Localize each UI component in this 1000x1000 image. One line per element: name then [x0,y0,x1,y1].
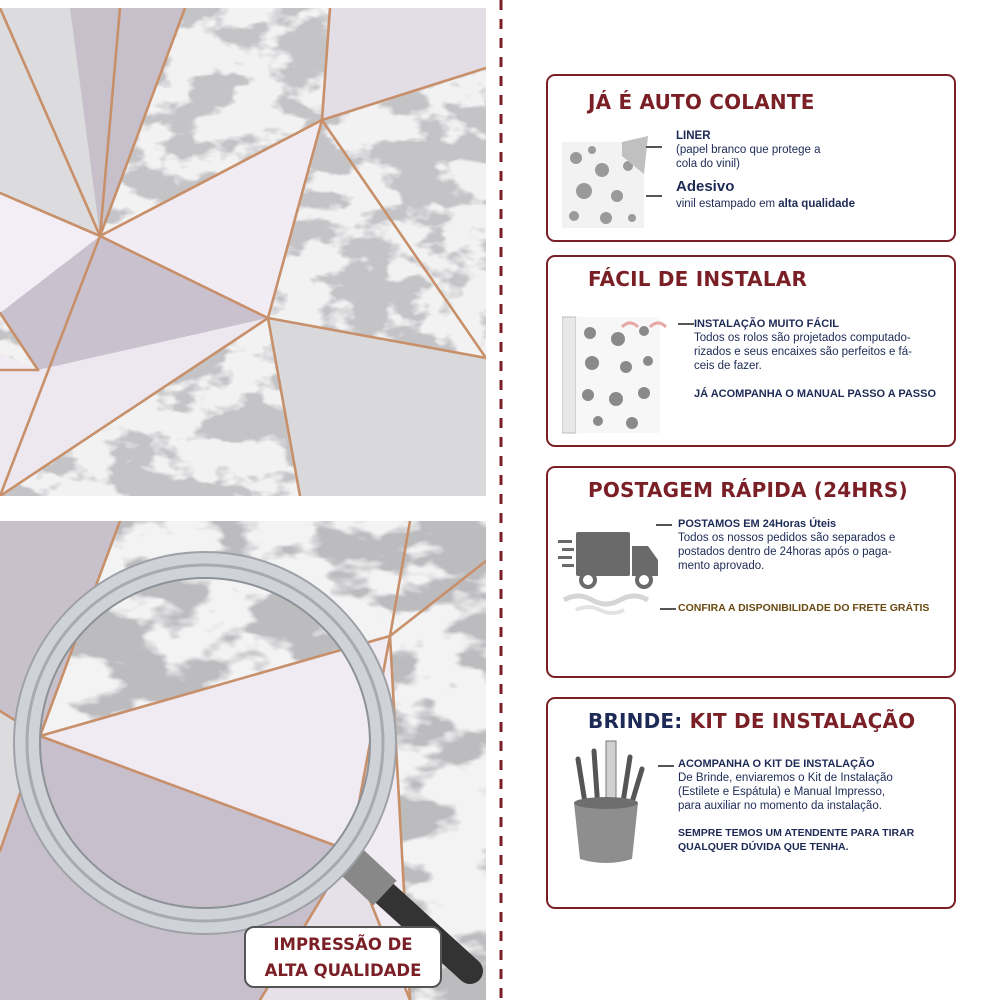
shipping-heading: POSTAMOS EM 24Horas Úteis [678,518,837,530]
print-quality-badge [244,926,442,988]
shipping-line-3: mento aprovado. [678,560,765,572]
pattern-preview-top [0,8,486,496]
card-fast-shipping [546,466,956,678]
card-easy-install [546,255,956,447]
gift-line-1: De Brinde, enviaremos o Kit de Instalação [678,772,893,784]
badge-line-2: ALTA QUALIDADE [264,961,422,980]
geometric-marble-pattern [0,8,486,496]
gift-line-2: (Estilete e Espátula) e Manual Impresso, [678,786,886,798]
wallpaper-roll-icon [562,136,652,228]
liner-label: LINER [676,130,711,142]
install-manual: JÁ ACOMPANHA O MANUAL PASSO A PASSO [694,388,937,400]
card-gift-kit [546,697,956,909]
gift-title-b: KIT DE INSTALAÇÃO [689,709,916,733]
liner-desc-1: (papel branco que protege a [676,144,821,156]
card-self-adhesive [546,74,956,242]
gift-title-a: BRINDE: [588,709,683,733]
install-line-3: ceis de fazer. [694,360,762,372]
adesivo-desc: vinil estampado em [676,198,776,210]
gift-heading: ACOMPANHA O KIT DE INSTALAÇÃO [678,758,875,770]
install-heading: INSTALAÇÃO MUITO FÁCIL [694,318,840,330]
liner-desc-2: cola do vinil) [676,158,740,170]
install-line-2: rizados e seus encaixes são perfeitos e fá- [694,346,912,358]
shipping-line-1: Todos os nossos pedidos são separados e [678,532,896,544]
gift-line-3: para auxiliar no momento da instalação. [678,800,882,812]
card-title: FÁCIL DE INSTALAR [588,267,808,291]
free-shipping-note: CONFIRA A DISPONIBILIDADE DO FRETE GRÁTIS [678,602,930,614]
support-line-2: QUALQUER DÚVIDA QUE TENHA. [678,841,849,853]
install-line-1: Todos os rolos são projetados computado- [694,332,911,344]
tool-cup-icon [556,739,656,863]
adesivo-emph: alta qualidade [778,198,855,210]
shipping-line-2: postados dentro de 24horas após o paga- [678,546,892,558]
badge-line-1: IMPRESSÃO DE [273,935,413,954]
card-title: POSTAGEM RÁPIDA (24HRS) [588,478,908,502]
support-line-1: SEMPRE TEMOS UM ATENDENTE PARA TIRAR [678,827,915,839]
adesivo-label: Adesivo [676,178,735,195]
card-title: JÁ É AUTO COLANTE [588,90,815,114]
dashed-divider [498,0,504,1000]
wall-panel-icon [562,313,672,437]
delivery-truck-icon [558,528,662,616]
